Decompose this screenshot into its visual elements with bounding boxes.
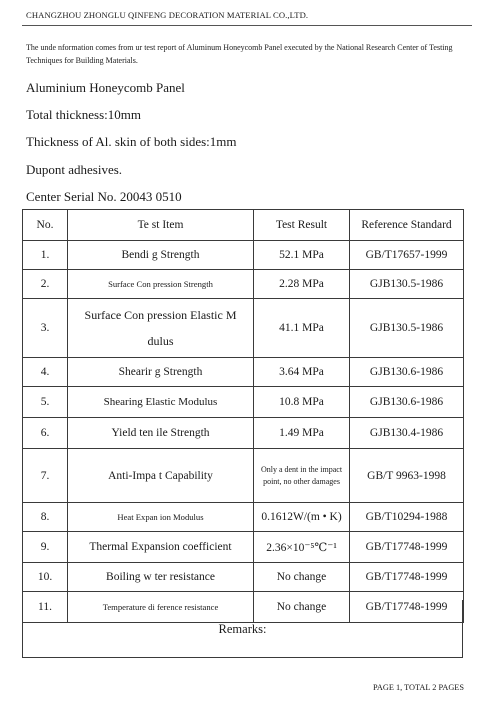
remarks-box — [22, 600, 463, 658]
table-row — [23, 532, 464, 563]
row-item: Heat Expan ion Modulus — [68, 503, 254, 532]
row-ref: GJB130.5-1986 — [350, 299, 464, 358]
header-reference-standard: Reference Standard — [350, 210, 464, 241]
table-row — [23, 563, 464, 592]
row-ref: GJB130.6-1986 — [350, 387, 464, 418]
row-no: 7. — [23, 449, 68, 503]
intro-paragraph: The unde nformation comes from ur test report of Aluminum Honeycomb Panel executed by the National Research Center of Testing Techniques for Building Materials. — [26, 43, 453, 65]
product-name: Aluminium Honeycomb Panel — [26, 80, 185, 95]
table-row — [23, 241, 464, 270]
table-row — [23, 270, 464, 299]
row-result: 1.49 MPa — [254, 418, 350, 449]
adhesive-type: Dupont adhesives. — [26, 162, 123, 177]
table-row — [23, 358, 464, 387]
row-no: 10. — [23, 563, 68, 592]
header-no: No. — [23, 210, 68, 241]
table-row — [23, 503, 464, 532]
header-test-result: Test Result — [254, 210, 350, 241]
row-result: 3.64 MPa — [254, 358, 350, 387]
header-rule — [22, 25, 472, 26]
row-no: 5. — [23, 387, 68, 418]
row-item: Boiling w ter resistance — [68, 563, 254, 592]
row-no: 9. — [23, 532, 68, 563]
row-ref: GB/T17748-1999 — [350, 592, 464, 623]
row-ref: GB/T10294-1988 — [350, 503, 464, 532]
row-result: 52.1 MPa — [254, 241, 350, 270]
table-row — [23, 387, 464, 418]
row-ref: GB/T17657-1999 — [350, 241, 464, 270]
header-test-item: Te st Item — [68, 210, 254, 241]
row-ref: GB/T17748-1999 — [350, 563, 464, 592]
row-item: Thermal Expansion coefficient — [68, 532, 254, 563]
table-row — [23, 449, 464, 503]
row-ref: GJB130.6-1986 — [350, 358, 464, 387]
test-results-table — [22, 209, 464, 623]
row-result: 41.1 MPa — [254, 299, 350, 358]
center-serial-number: Center Serial No. 20043 0510 — [26, 189, 182, 204]
row-no: 11. — [23, 592, 68, 623]
row-result: 10.8 MPa — [254, 387, 350, 418]
row-result: No change — [254, 592, 350, 623]
row-ref: GJB130.4-1986 — [350, 418, 464, 449]
row-item: Surface Con pression Elastic M dulus — [68, 299, 254, 358]
row-ref: GB/T17748-1999 — [350, 532, 464, 563]
row-ref: GJB130.5-1986 — [350, 270, 464, 299]
row-result: Only a dent in the impact point, no other damages — [254, 449, 350, 503]
table-header-row — [23, 210, 464, 241]
row-ref: GB/T 9963-1998 — [350, 449, 464, 503]
row-item: Anti-Impa t Capability — [68, 449, 254, 503]
table-row — [23, 299, 464, 358]
row-item: Surface Con pression Strength — [68, 270, 254, 299]
total-thickness: Total thickness:10mm — [26, 107, 141, 122]
row-item: Shearing Elastic Modulus — [68, 387, 254, 418]
row-result: 2.28 MPa — [254, 270, 350, 299]
row-item: Yield ten ile Strength — [68, 418, 254, 449]
row-no: 4. — [23, 358, 68, 387]
remarks-label: Remarks: — [218, 622, 267, 636]
table-row — [23, 418, 464, 449]
row-result: 2.36×10⁻⁵℃⁻¹ — [254, 532, 350, 563]
row-result: 0.1612W/(m • K) — [254, 503, 350, 532]
row-no: 2. — [23, 270, 68, 299]
row-no: 8. — [23, 503, 68, 532]
page-footer: PAGE 1, TOTAL 2 PAGES — [372, 683, 464, 692]
row-no: 6. — [23, 418, 68, 449]
company-header: CHANGZHOU ZHONGLU QINFENG DECORATION MATERIAL CO.,LTD. — [26, 10, 309, 20]
skin-thickness: Thickness of Al. skin of both sides:1mm — [26, 134, 237, 149]
row-no: 1. — [23, 241, 68, 270]
row-item: Shearir g Strength — [68, 358, 254, 387]
row-item: Temperature di ference resistance — [68, 592, 254, 623]
row-result: No change — [254, 563, 350, 592]
row-item: Bendi g Strength — [68, 241, 254, 270]
row-no: 3. — [23, 299, 68, 358]
